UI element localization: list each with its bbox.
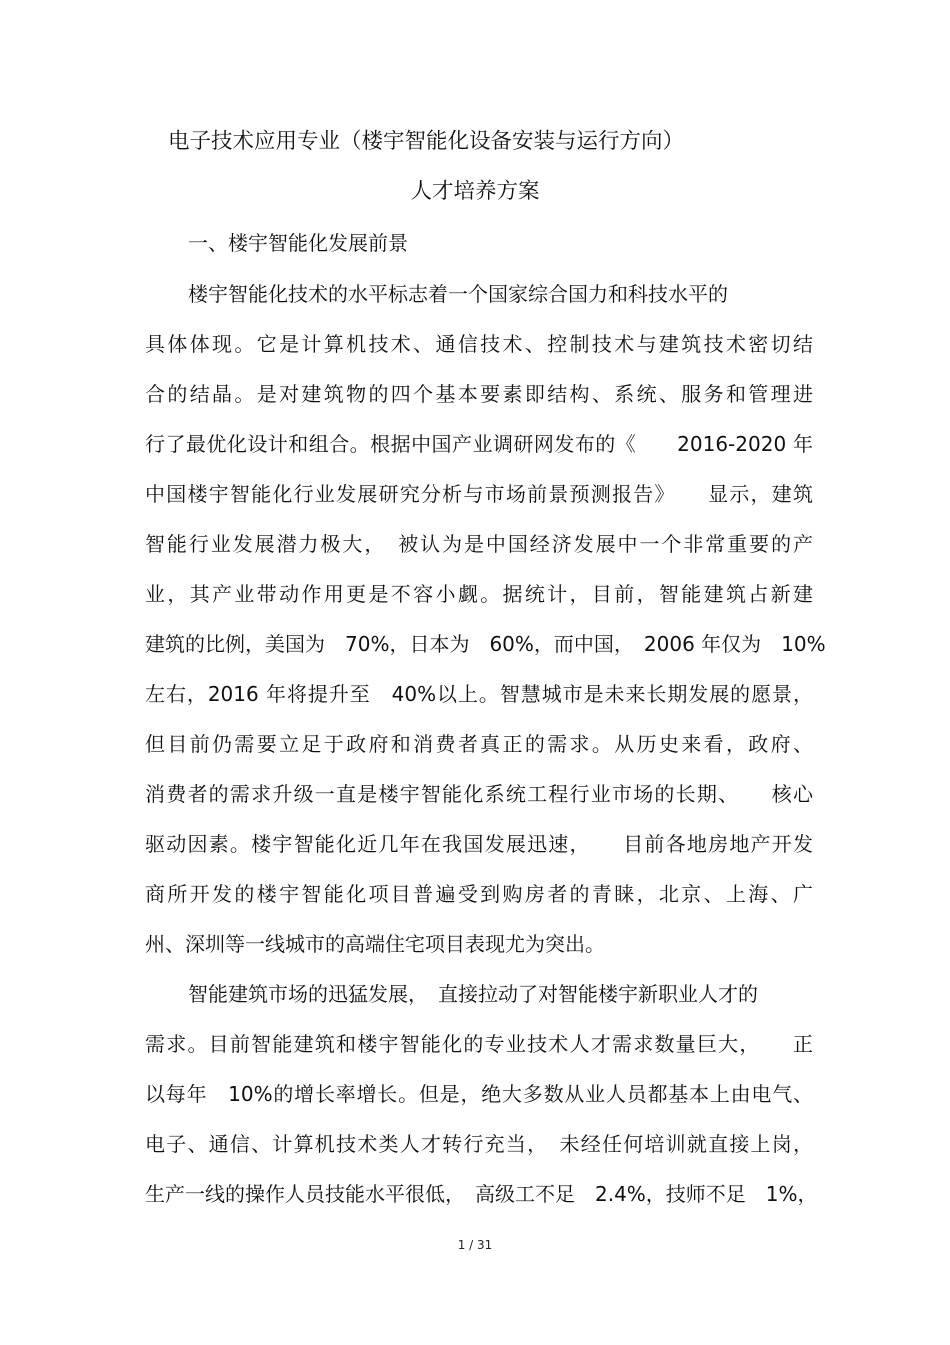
paragraph-line: 行了最优化设计和组合。根据中国产业调研网发布的《 2016-2020 年 (145, 432, 813, 456)
paragraph-line: 州、深圳等一线城市的高端住宅项目表现尤为突出。 (145, 932, 605, 956)
section-heading: 一、楼宇智能化发展前景 (188, 231, 408, 255)
document-title-line2: 人才培养方案 (410, 179, 540, 204)
paragraph-line: 中国楼宇智能化行业发展研究分析与市场前景预测报告》 显示，建筑 (145, 482, 813, 506)
paragraph-line: 左右，2016 年将提升至 40%以上。智慧城市是未来长期发展的愿景， (145, 682, 813, 706)
paragraph-line: 电子、通信、计算机技术类人才转行充当， 未经任何培训就直接上岗， (145, 1132, 813, 1156)
paragraph-line: 以每年 10%的增长率增长。但是，绝大多数从业人员都基本上由电气、 (145, 1082, 813, 1106)
document-title-line1: 电子技术应用专业（楼宇智能化设备安装与运行方向） (168, 129, 685, 154)
paragraph-line: 建筑的比例，美国为 70%，日本为 60%，而中国， 2006 年仅为 10% (145, 632, 826, 656)
paragraph-line: 需求。目前智能建筑和楼宇智能化的专业技术人才需求数量巨大， 正 (145, 1032, 813, 1056)
paragraph-line: 合的结晶。是对建筑物的四个基本要素即结构、系统、服务和管理进 (145, 382, 813, 406)
paragraph-line: 楼宇智能化技术的水平标志着一个国家综合国力和科技水平的 (188, 282, 728, 306)
paragraph-line: 智能行业发展潜力极大， 被认为是中国经济发展中一个非常重要的产 (145, 532, 813, 556)
paragraph-line: 生产一线的操作人员技能水平很低， 高级工不足 2.4%，技师不足 1%， (145, 1182, 818, 1206)
paragraph-line: 智能建筑市场的迅猛发展， 直接拉动了对智能楼宇新职业人才的 (188, 982, 758, 1006)
paragraph-line: 驱动因素。楼宇智能化近几年在我国发展迅速， 目前各地房地产开发 (145, 832, 813, 856)
paragraph-line: 业，其产业带动作用更是不容小觑。据统计，目前，智能建筑占新建 (145, 582, 813, 606)
page-number: 1 / 31 (457, 1238, 493, 1252)
paragraph-line: 具体体现。它是计算机技术、通信技术、控制技术与建筑技术密切结 (145, 332, 813, 356)
paragraph-line: 但目前仍需要立足于政府和消费者真正的需求。从历史来看，政府、 (145, 732, 813, 756)
paragraph-line: 消费者的需求升级一直是楼宇智能化系统工程行业市场的长期、 核心 (145, 782, 813, 806)
paragraph-line: 商所开发的楼宇智能化项目普遍受到购房者的青睐，北京、上海、广 (145, 882, 813, 906)
